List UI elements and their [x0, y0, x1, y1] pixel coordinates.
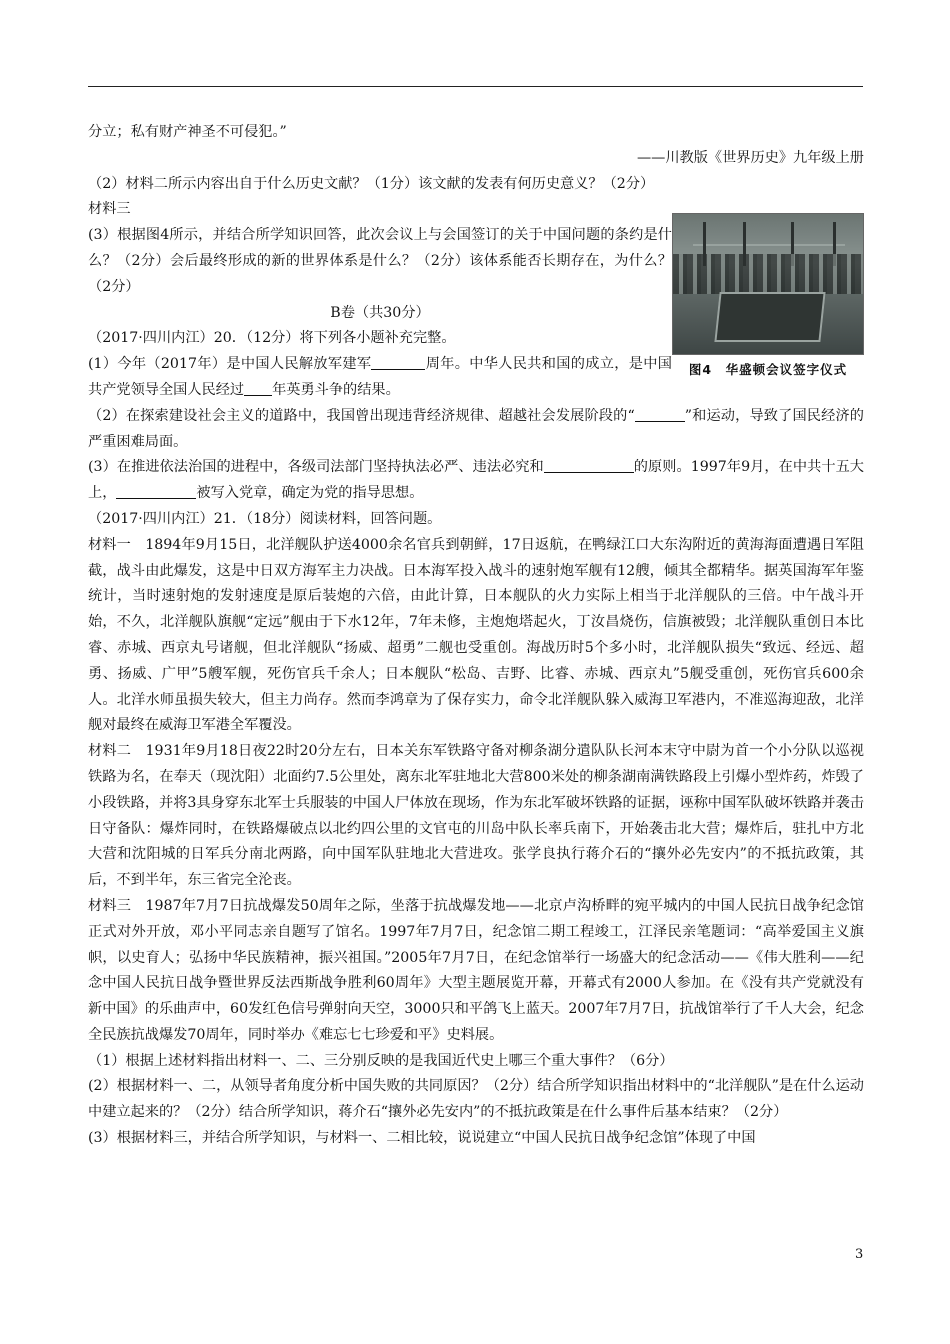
- answer-blank[interactable]: [116, 484, 196, 499]
- question-21-1: （1）根据上述材料指出材料一、二、三分别反映的是我国近代史上哪三个重大事件？（6分）: [88, 1052, 674, 1069]
- figure-caption: 图4 华盛顿会议签字仪式: [688, 362, 848, 377]
- source-citation: ——川教版《世界历史》九年级上册: [636, 149, 864, 166]
- answer-blank[interactable]: [244, 381, 272, 396]
- material-1-text: 材料一 1894年9月15日，北洋舰队护送4000余名官兵到朝鲜，17日返航，在鸭绿江口大东沟附近的黄海海面遭遇日军阻截，战斗由此爆发，这是中日双方海军主力决战。日本海军投入战斗的速射炮军舰有12艘，倾其全都精华。据英国海军年鉴统计，当时速射炮的发射速度是原后装炮的六倍，由此计算，日本舰队的火力实际上相当于北洋舰队的三倍。中午战斗开始，不久，北洋舰队旗舰“定远”舰由于下水12年，7年未修，主炮炮塔起火，丁汝昌烧伤，信旗被毁；北洋舰队重创日本比睿、赤城、西京丸号诸舰，但北洋舰队“扬威、超勇”二舰也受重创。海战历时5个多小时，北洋舰队损失“致远、经远、超勇、扬威、广甲”5艘军舰，死伤官兵千余人；日本舰队“松岛、吉野、比睿、赤城、西京丸”5舰受重创，死伤官兵600余人。北洋水师虽损失较大，但主力尚存。然而李鸿章为了保存实力，命令北洋舰队躲入威海卫军港内，不准巡海迎敌，北洋舰对最终在威海卫军港全军覆没。: [88, 536, 864, 734]
- material-3-text: 材料三 1987年7月7日抗战爆发50周年之际，坐落于抗战爆发地——北京卢沟桥畔的宛平城内的中国人民抗日战争纪念馆正式对外开放，邓小平同志亲自题写了馆名。1997年7月7日，纪念馆二期工程竣工，江泽民亲笔题词：“高举爱国主义旗帜，以史育人；弘扬中华民族精神，振兴祖国。”2005年7月7日，在纪念馆举行一场盛大的纪念活动——《伟大胜利——纪念中国人民抗日战争暨世界反法西斯战争胜利60周年》大型主题展览开幕，开幕式有2000人参加。在《没有共产党就没有新中国》的乐曲声中，60发红色信号弹射向天空，3000只和平鸽飞上蓝天。2007年7月7日，抗战馆举行了千人大会，纪念全民族抗战爆发70周年，同时举办《难忘七七珍爱和平》史料展。: [88, 897, 864, 1043]
- question-3-text: (3）根据图4所示，并结合所学知识回答，此次会议上与会国签订的关于中国问题的条约是什么？（2分）会后最终形成的新的世界体系是什么？（2分）该体系能否长期存在，为什么？（2分）: [88, 227, 672, 295]
- question-2-text: （2）材料二所示内容出自于什么历史文献？（1分）该文献的发表有何历史意义？（2分）: [88, 175, 655, 192]
- answer-blank[interactable]: [544, 458, 634, 473]
- question-20-heading: （2017·四川内江）20．（12分）将下列各小题补充完整。: [88, 330, 456, 347]
- question-20-2: （2）在探索建设社会主义的道路中，我国曾出现违背经济规律、超越社会发展阶段的“ ”和运动，导致了国民经济的严重困难局面。: [88, 407, 864, 450]
- question-20-1: (1）今年（2017年）是中国人民解放军建军 周年。中华人民共和国的成立，是中国共产党领导全国人民经过 年英勇斗争的结果。: [88, 356, 672, 398]
- question-21-heading: （2017·四川内江）21．（18分）阅读材料，回答问题。: [88, 510, 442, 527]
- question-21-2: (2）根据材料一、二，从领导者角度分析中国失败的共同原因？（2分）结合所学知识指出材料中的“北洋舰队”是在什么运动中建立起来的？（2分）结合所学知识，蒋介石“攘外必先安内”的不抵抗政策是在什么事件后基本结束？（2分）: [88, 1078, 864, 1121]
- washington-conference-photo: [672, 213, 864, 355]
- answer-blank[interactable]: [635, 407, 685, 422]
- text-line: 分立；私有财产神圣不可侵犯。”: [88, 124, 287, 140]
- figure-4: [672, 213, 864, 379]
- material-2-text: 材料二 1931年9月18日夜22时20分左右，日本关东军铁路守备对柳条湖分遣队队长河本末守中尉为首一个小分队以巡视铁路为名，在奉天（现沈阳）北面约7.5公里处，离东北军驻地北大营800米处的柳条湖南满铁路段上引爆小型炸药，炸毁了小段铁路，并将3具身穿东北军士兵服装的中国人尸体放在现场，作为东北军破坏铁路的证据，诬称中国军队破坏铁路并袭击日守备队：爆炸同时，在铁路爆破点以北约四公里的文官屯的川岛中队长率兵南下，开始袭击北大营；爆炸后，驻扎中方北大营和沈阳城的日军兵分南北两路，向中国军队驻地北大营进攻。张学良执行蒋介石的“攘外必先安内”的不抵抗政策，其后，不到半年，东三省完全沦丧。: [88, 743, 864, 889]
- question-21-3: (3）根据材料三，并结合所学知识，与材料一、二相比较，说说建立“中国人民抗日战争纪念馆”体现了中国: [88, 1130, 756, 1147]
- section-b-title: B卷（共30分）: [330, 304, 430, 321]
- question-20-3: (3）在推进依法治国的进程中，各级司法部门坚持执法必严、违法必究和 的原则。1997年9月，在中共十五大上， 被写入党章，确定为党的指导思想。: [88, 459, 864, 502]
- material-3-label: 材料三: [88, 201, 131, 218]
- page-number: 3: [855, 1247, 864, 1262]
- page-body: [88, 120, 864, 1152]
- answer-blank[interactable]: [371, 355, 425, 370]
- header-rule: [88, 86, 863, 87]
